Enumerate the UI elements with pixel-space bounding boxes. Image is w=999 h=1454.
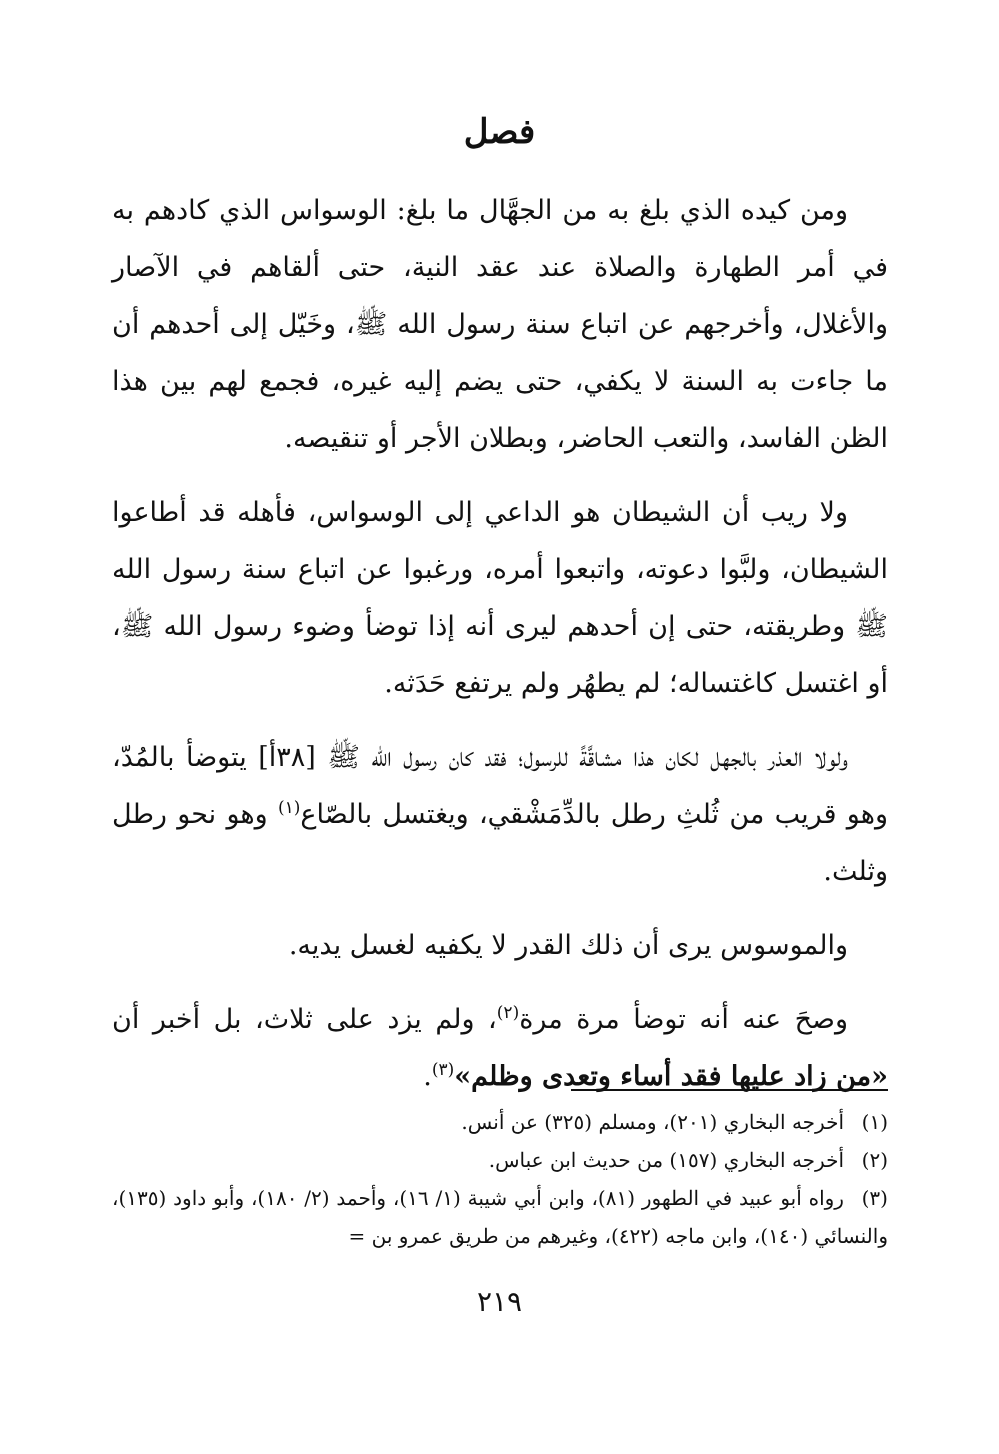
- paragraph-2: ولا ريب أن الشيطان هو الداعي إلى الوسواس، فأهله قد أطاعوا الشيطان، ولبَّوا دعوته، واتبعوا أمره، ورغبوا عن اتباع سنة رسول الله ﷺ وطريقته، حتى إن أحدهم ليرى أنه إذا توضأ وضوء رسول الله ﷺ، أو اغتسل كاغتساله؛ لم يطهُر ولم يرتفع حَدَثه.: [112, 497, 888, 699]
- paragraph-5-text-c: .: [423, 1061, 432, 1092]
- footnote-number: (١): [861, 1110, 888, 1134]
- main-text: [112, 182, 888, 1122]
- footnote-text: أخرجه البخاري (١٥٧) من حديث ابن عباس.: [488, 1148, 844, 1172]
- footnote-1: [112, 1103, 888, 1141]
- paragraph-3-text-a: ولولا العذر بالجهل لكان هذا مشاقَّةً للرسول؛ فقد كان رسول الله ﷺ [٣٨أ] يتوضأ بالمُدّ، وهو قريب من ثُلثِ رطل بالدِّمَشْقي، ويغتسل بالصّاع: [112, 742, 888, 830]
- paragraph-3: [112, 729, 888, 900]
- footnote-ref-1[interactable]: (١): [277, 798, 301, 818]
- paragraph-5-text-b: ، ولم يزد على ثلاث، بل أخبر أن: [112, 1004, 497, 1035]
- footnote-text: رواه أبو عبيد في الطهور (٨١)، وابن أبي شيبة (١/ ١٦)، وأحمد (٢/ ١٨٠)، وأبو داود (١٣٥)، والنسائي (١٤٠)، وابن ماجه (٤٢٢)، وغيرهم من طريق عمرو بن =: [112, 1186, 888, 1248]
- footnote-3: [112, 1179, 888, 1255]
- paragraph-5-text-a: وصحَ عنه أنه توضأ مرة مرة: [519, 1004, 848, 1035]
- paragraph-1: ومن كيده الذي بلغ به من الجهَّال ما بلغ: الوسواس الذي كادهم به في أمر الطهارة والصلاة عند عقد النية، حتى ألقاهم في الآصار والأغلال، وأخرجهم عن اتباع سنة رسول الله ﷺ، وخَيّل إلى أحدهم أن ما جاءت به السنة لا يكفي، حتى يضم إليه غيره، فجمع لهم بين هذا الظن الفاسد، والتعب الحاضر، وبطلان الأجر أو تنقيصه.: [112, 195, 888, 454]
- paragraph-3-text-b: وهو نحو رطل وثلث.: [112, 799, 888, 887]
- footnote-text: أخرجه البخاري (٢٠١)، ومسلم (٣٢٥) عن أنس.: [461, 1110, 844, 1134]
- footnotes: [112, 1103, 888, 1255]
- footnote-number: (٢): [861, 1148, 888, 1172]
- footnote-ref-2[interactable]: (٢): [496, 1003, 520, 1023]
- page-number: ٢١٩: [476, 1285, 523, 1318]
- section-title: فصل: [463, 112, 536, 152]
- paragraph-5: [112, 991, 888, 1105]
- footnote-2: [112, 1141, 888, 1179]
- footnote-number: (٣): [861, 1186, 888, 1210]
- footnote-divider: [571, 1089, 888, 1091]
- footnote-ref-3[interactable]: (٣): [431, 1060, 455, 1080]
- paragraph-4: والموسوس يرى أن ذلك القدر لا يكفيه لغسل يديه.: [288, 930, 848, 961]
- hadith-quote: «من زاد عليها فقد أساء وتعدى وظلم»: [454, 1061, 888, 1092]
